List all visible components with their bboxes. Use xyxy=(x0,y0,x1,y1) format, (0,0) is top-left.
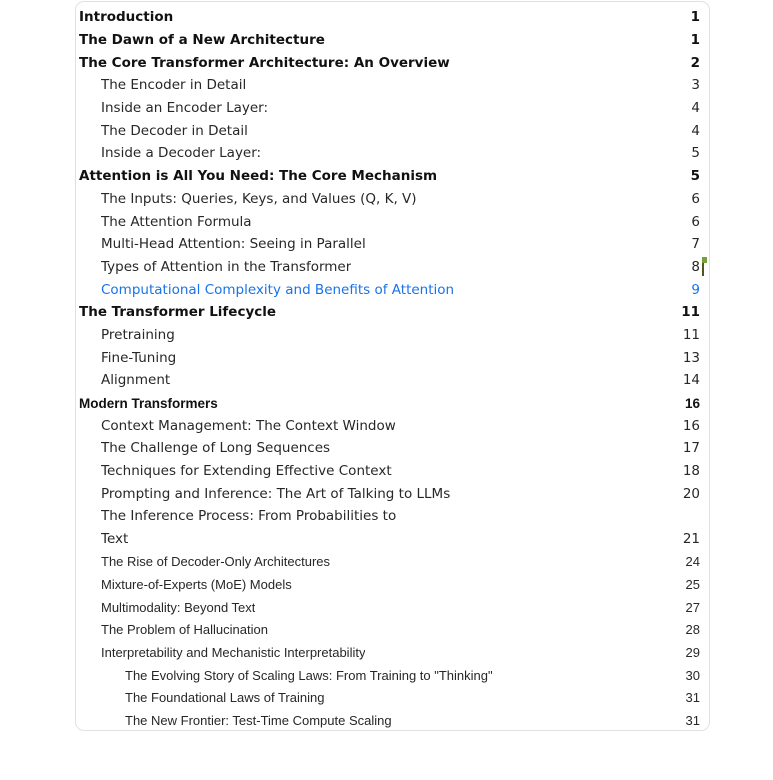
toc-entry-page: 9 xyxy=(691,281,700,298)
toc-entry-title: Prompting and Inference: The Art of Talking to LLMs xyxy=(101,485,451,502)
toc-entry-page: 31 xyxy=(685,713,700,729)
toc-entry-page: 4 xyxy=(691,122,700,139)
toc-entry-page: 28 xyxy=(685,622,700,638)
toc-entry[interactable] xyxy=(76,301,709,324)
toc-entry-title: The Evolving Story of Scaling Laws: From Training to "Thinking" xyxy=(125,667,493,683)
toc-entry[interactable] xyxy=(76,460,709,483)
toc-entry[interactable] xyxy=(76,210,709,233)
toc-entry[interactable] xyxy=(76,369,709,392)
toc-entry-title: The Inference Process: From Probabilities to xyxy=(101,508,397,525)
toc-entry[interactable] xyxy=(76,119,709,142)
toc-entry[interactable] xyxy=(76,188,709,211)
toc-entry[interactable] xyxy=(76,505,709,528)
toc-entry-title: The Challenge of Long Sequences xyxy=(101,440,331,457)
toc-entry-page: 8 xyxy=(691,259,700,275)
toc-entry-title: Mixture-of-Experts (MoE) Models xyxy=(101,577,292,593)
toc-entry[interactable] xyxy=(76,482,709,505)
toc-entry[interactable] xyxy=(76,324,709,347)
toc-entry[interactable] xyxy=(76,233,709,256)
toc-entry[interactable] xyxy=(76,346,709,369)
toc-panel xyxy=(75,1,710,731)
toc-entry-title: Fine-Tuning xyxy=(101,349,177,366)
toc-entry-title: Pretraining xyxy=(101,326,175,343)
toc-entry-page: 30 xyxy=(685,667,700,683)
toc-entry-page: 6 xyxy=(691,213,700,230)
toc-entry-page: 2 xyxy=(690,54,700,71)
toc-entry-page: 5 xyxy=(690,168,700,185)
toc-entry-page: 27 xyxy=(685,599,700,615)
toc-entry-page: 7 xyxy=(691,236,700,253)
toc-entry-page: 1 xyxy=(690,32,700,49)
toc-entry-title: Modern Transformers xyxy=(79,395,218,411)
toc-entry-page: 16 xyxy=(682,417,700,434)
toc-entry-title: Interpretability and Mechanistic Interpretability xyxy=(101,645,366,661)
toc-entry-title: Types of Attention in the Transformer xyxy=(101,258,352,275)
toc-entry[interactable] xyxy=(76,528,709,551)
toc-entry-page: 21 xyxy=(682,531,700,548)
toc-entry-page: 31 xyxy=(685,690,700,706)
toc-entry-title: Multi-Head Attention: Seeing in Parallel xyxy=(101,236,366,253)
toc-entry[interactable] xyxy=(76,573,709,596)
toc-entry-title: The Rise of Decoder-Only Architectures xyxy=(101,554,331,570)
toc-entry-page: 11 xyxy=(682,326,700,343)
text-cursor-flag xyxy=(702,257,707,263)
toc-entry-title: The Inputs: Queries, Keys, and Values (Q, K, V) xyxy=(101,190,417,207)
toc-entry[interactable] xyxy=(76,664,709,687)
toc-entry-title: Text xyxy=(101,531,129,548)
toc-entry-title: The Problem of Hallucination xyxy=(101,622,268,638)
toc-entry-page: 16 xyxy=(684,395,700,411)
toc-entry[interactable] xyxy=(76,641,709,664)
toc-entry-title: Introduction xyxy=(79,9,174,26)
toc-entry-page: 24 xyxy=(685,554,700,570)
text-cursor xyxy=(702,258,704,276)
toc-entry-page: 29 xyxy=(685,645,700,661)
toc-entry[interactable] xyxy=(76,51,709,74)
toc-entry[interactable] xyxy=(76,6,709,29)
toc-entry-title: The Foundational Laws of Training xyxy=(125,690,325,706)
toc-entry-page: 1 xyxy=(690,9,700,26)
toc-entry[interactable] xyxy=(76,687,709,710)
toc-entry-title: The Decoder in Detail xyxy=(101,122,248,139)
toc-entry-page: 17 xyxy=(682,440,700,457)
toc-entry[interactable] xyxy=(76,165,709,188)
toc-entry-page: 13 xyxy=(682,349,700,366)
toc-entry-page: 11 xyxy=(681,304,700,321)
toc-entry[interactable] xyxy=(76,619,709,642)
toc-entry[interactable] xyxy=(76,437,709,460)
toc-entry-title: Inside an Encoder Layer: xyxy=(101,100,269,117)
toc-entry[interactable] xyxy=(76,74,709,97)
toc-entry[interactable] xyxy=(76,29,709,52)
toc-entry-title: The Attention Formula xyxy=(101,213,252,230)
toc-entry-title: The Core Transformer Architecture: An Overview xyxy=(79,54,450,71)
toc-entry-title: The Transformer Lifecycle xyxy=(79,304,277,321)
toc-entry-title: Inside a Decoder Layer: xyxy=(101,145,262,162)
toc-entry-title: Multimodality: Beyond Text xyxy=(101,599,256,615)
toc-entry[interactable] xyxy=(76,392,709,415)
toc-entry-page: 4 xyxy=(691,100,700,117)
toc-entry[interactable] xyxy=(76,596,709,619)
toc-entry-title: The Dawn of a New Architecture xyxy=(79,32,325,49)
toc-entry-title: Context Management: The Context Window xyxy=(101,417,396,434)
toc-entry[interactable] xyxy=(76,709,709,731)
toc-entry-page: 18 xyxy=(682,463,700,480)
toc-entry-page: 6 xyxy=(691,190,700,207)
toc-list xyxy=(76,2,709,731)
toc-entry[interactable] xyxy=(76,551,709,574)
toc-entry[interactable] xyxy=(76,97,709,120)
toc-entry[interactable] xyxy=(76,256,709,279)
toc-entry-page: 3 xyxy=(691,77,700,94)
toc-entry-page: 20 xyxy=(682,485,700,502)
toc-entry-title: Techniques for Extending Effective Context xyxy=(101,463,392,480)
toc-entry-title: Computational Complexity and Benefits of Attention xyxy=(101,281,455,298)
toc-entry-page: 14 xyxy=(682,372,700,389)
toc-entry-title: The New Frontier: Test-Time Compute Scaling xyxy=(125,713,392,729)
toc-entry-title: Alignment xyxy=(101,372,171,389)
toc-entry-title: Attention is All You Need: The Core Mechanism xyxy=(79,168,438,185)
toc-entry-page: 5 xyxy=(691,145,700,162)
toc-entry[interactable] xyxy=(76,142,709,165)
toc-entry[interactable] xyxy=(76,278,709,301)
toc-entry[interactable] xyxy=(76,414,709,437)
toc-entry-page: 25 xyxy=(685,577,700,593)
toc-entry-title: The Encoder in Detail xyxy=(101,77,247,94)
